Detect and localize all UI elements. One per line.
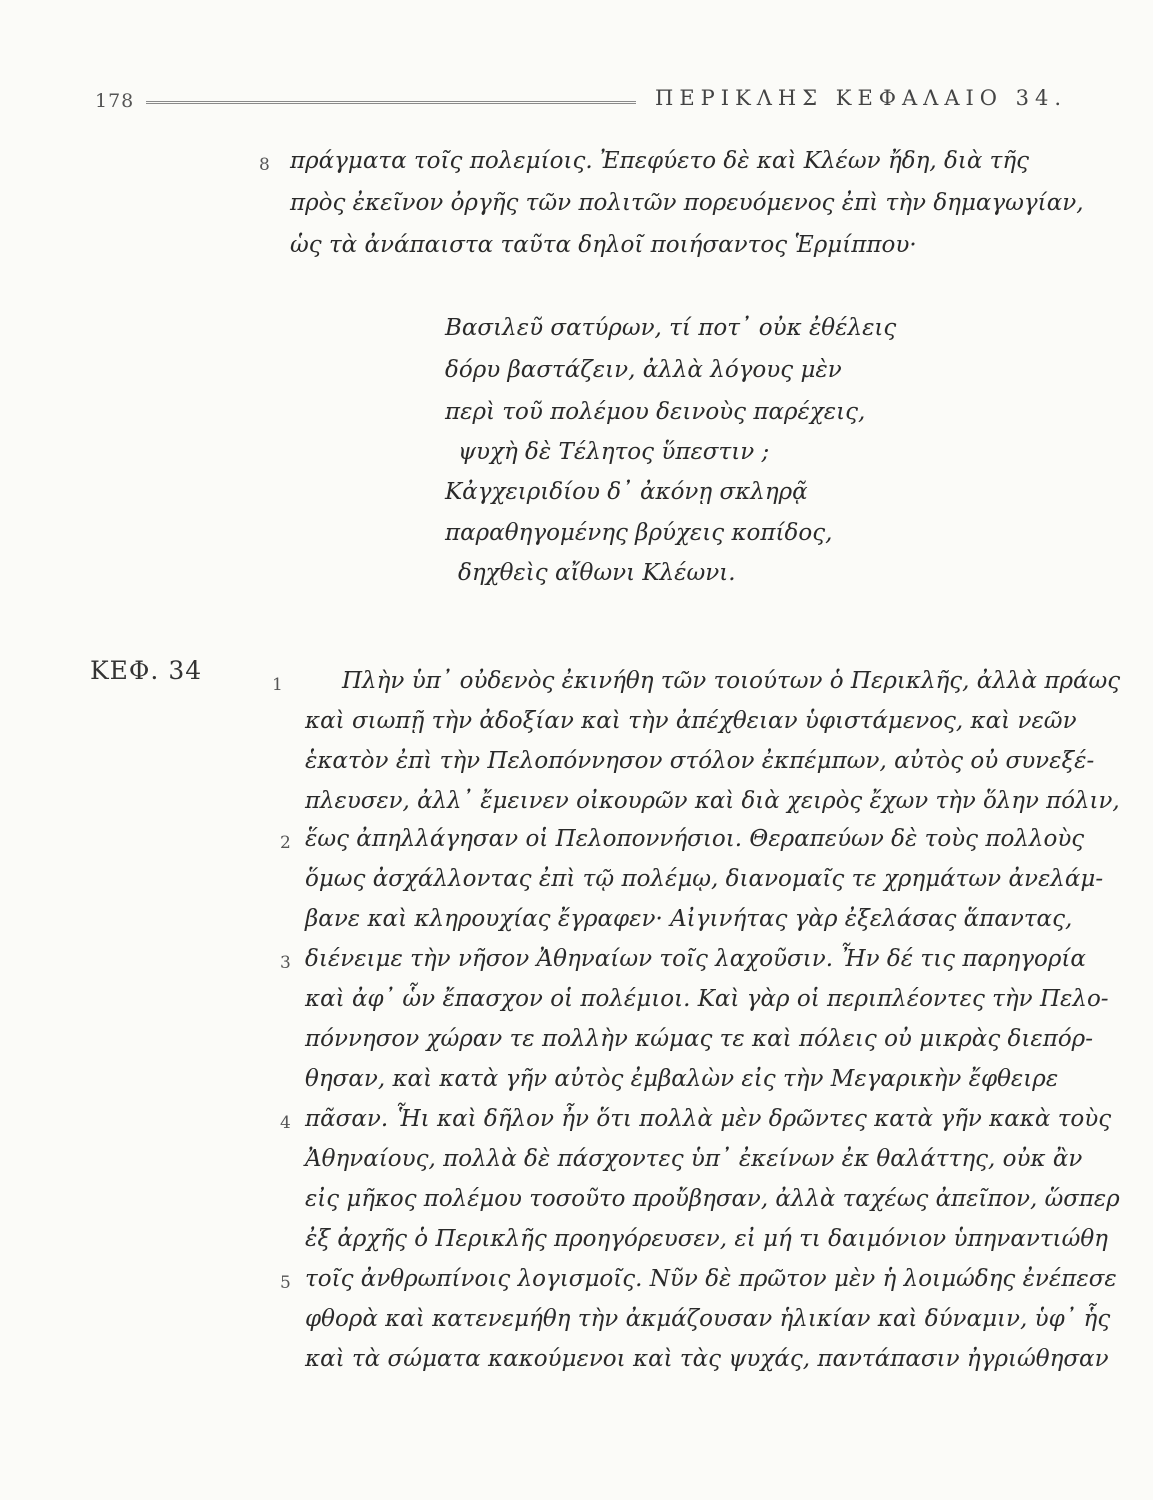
text-line: διένειμε τὴν νῆσον Ἀθηναίων τοῖς λαχοῦσιν. Ἦν δέ τις παρηγορία: [305, 946, 1086, 972]
text-line: θησαν, καὶ κατὰ γῆν αὐτὸς ἐμβαλὼν εἰς τὴν Μεγαρικὴν ἔφθειρε: [305, 1066, 1059, 1092]
section-number: 8: [259, 155, 270, 175]
verse-line: Βασιλεῦ σατύρων, τί ποτ᾽ οὐκ ἐθέλεις: [445, 315, 897, 341]
text-line: εἰς μῆκος πολέμου τοσοῦτο προὔβησαν, ἀλλὰ ταχέως ἀπεῖπον, ὥσπερ: [305, 1186, 1120, 1212]
text-line: τοῖς ἀνθρωπίνοις λογισμοῖς. Νῦν δὲ πρῶτον μὲν ἡ λοιμώδης ἐνέπεσε: [305, 1266, 1117, 1292]
page-number: 178: [95, 90, 135, 112]
verse-line: περὶ τοῦ πολέμου δεινοὺς παρέχεις,: [445, 399, 866, 425]
text-line: φθορὰ καὶ κατενεμήθη τὴν ἀκμάζουσαν ἡλικίαν καὶ δύναμιν, ὑφ᾽ ἧς: [305, 1306, 1111, 1332]
section-number: 2: [280, 833, 291, 853]
chapter-label: ΚΕΦ. 34: [90, 656, 203, 685]
text-line: πόννησον χώραν τε πολλὴν κώμας τε καὶ πόλεις οὐ μικρὰς διεπόρ-: [305, 1026, 1093, 1052]
section-number: 3: [280, 953, 291, 973]
section-number: 5: [280, 1273, 291, 1293]
verse-line: ψυχὴ δὲ Τέλητος ὕπεστιν ;: [458, 439, 770, 465]
text-line: ὅμως ἀσχάλλοντας ἐπὶ τῷ πολέμῳ, διανομαῖς τε χρημάτων ἀνελάμ-: [305, 866, 1104, 892]
verse-line: δηχθεὶς αἴθωνι Κλέωνι.: [458, 560, 736, 586]
text-line: πλευσεν, ἀλλ᾽ ἔμεινεν οἰκουρῶν καὶ διὰ χειρὸς ἔχων τὴν ὅλην πόλιν,: [305, 788, 1120, 814]
verse-line: δόρυ βαστάζειν, ἀλλὰ λόγους μὲν: [445, 357, 842, 383]
text-line: Πλὴν ὑπ᾽ οὐδενὸς ἐκινήθη τῶν τοιούτων ὁ Περικλῆς, ἀλλὰ πράως: [342, 668, 1121, 694]
header-rule: [146, 101, 636, 104]
text-line: καὶ τὰ σώματα κακούμενοι καὶ τὰς ψυχάς, παντάπασιν ἠγριώθησαν: [305, 1346, 1109, 1372]
text-line: πρὸς ἐκεῖνον ὀργῆς τῶν πολιτῶν πορευόμενος ἐπὶ τὴν δημαγωγίαν,: [290, 190, 1084, 216]
verse-line: παραθηγομένης βρύχεις κοπίδος,: [445, 520, 833, 546]
text-line: ἐξ ἀρχῆς ὁ Περικλῆς προηγόρευσεν, εἰ μή τι δαιμόνιον ὑπηναντιώθη: [305, 1226, 1108, 1252]
text-line: ὡς τὰ ἀνάπαιστα ταῦτα δηλοῖ ποιήσαντος Ἑρμίππου·: [290, 232, 917, 258]
text-line: ἑκατὸν ἐπὶ τὴν Πελοπόννησον στόλον ἐκπέμπων, αὐτὸς οὐ συνεξέ-: [305, 748, 1095, 774]
text-line: καὶ ἀφ᾽ ὧν ἔπασχον οἱ πολέμιοι. Καὶ γὰρ οἱ περιπλέοντες τὴν Πελο-: [305, 986, 1109, 1012]
text-line: πράγματα τοῖς πολεμίοις. Ἐπεφύετο δὲ καὶ Κλέων ἤδη, διὰ τῆς: [290, 148, 1030, 174]
page-header: [0, 78, 1153, 118]
section-number: 1: [272, 675, 283, 695]
text-line: Ἀθηναίους, πολλὰ δὲ πάσχοντες ὑπ᾽ ἐκείνων ἐκ θαλάττης, οὐκ ἂν: [305, 1146, 1083, 1172]
text-line: πᾶσαν. Ἧι καὶ δῆλον ἦν ὅτι πολλὰ μὲν δρῶντες κατὰ γῆν κακὰ τοὺς: [305, 1106, 1112, 1132]
text-line: βανε καὶ κληρουχίας ἔγραφεν· Αἰγινήτας γὰρ ἐξελάσας ἅπαντας,: [305, 906, 1073, 932]
running-title: ΠΕΡΙΚΛΗΣ ΚΕΦΑΛΑΙΟ 34.: [655, 86, 1068, 110]
text-line: καὶ σιωπῇ τὴν ἀδοξίαν καὶ τὴν ἀπέχθειαν ὑφιστάμενος, καὶ νεῶν: [305, 708, 1077, 734]
text-line: ἕως ἀπηλλάγησαν οἱ Πελοποννήσιοι. Θεραπεύων δὲ τοὺς πολλοὺς: [305, 826, 1085, 852]
verse-line: Κἀγχειριδίου δ᾽ ἀκόνῃ σκληρᾷ: [445, 479, 808, 505]
section-number: 4: [280, 1113, 291, 1133]
